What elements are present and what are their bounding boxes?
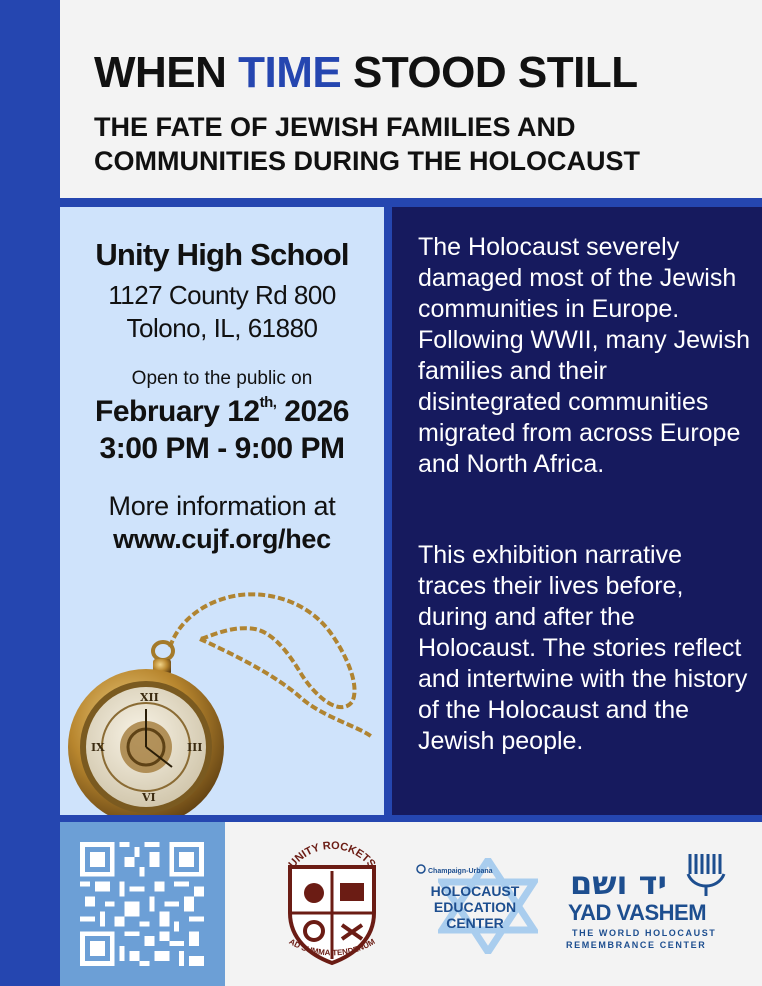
title-highlight: TIME [238, 48, 342, 97]
pocket-watch-image [60, 577, 384, 815]
open-to-public-text: Open to the public on [131, 368, 313, 389]
description-paragraph-1: The Holocaust severely damaged most of the Jewish communities in Europe. Following WWII, many Jewish families and their disintegrated communities migrated from across Europe and North Africa. [418, 233, 751, 478]
svg-text:XII: XII [140, 691, 159, 704]
title-part1: WHEN [94, 48, 239, 97]
yad-vashem-name: YAD VASHEM [568, 900, 707, 925]
header-banner [60, 0, 762, 198]
description-paragraph-2: This exhibition narrative traces their lives before, during and after the Holocaust. The stories reflect and intertwine with the history of the Holocaust and the Jewish people. [418, 541, 748, 755]
subtitle-line2: COMMUNITIES DURING THE HOLOCAUST [94, 146, 640, 176]
qr-code[interactable] [80, 842, 204, 966]
subtitle [94, 110, 640, 178]
svg-text:VI: VI [142, 791, 156, 804]
hec-line1: HOLOCAUST [430, 883, 520, 899]
yad-vashem-sub1: THE WORLD HOLOCAUST [572, 928, 717, 938]
info-url-link[interactable]: www.cujf.org/hec [113, 524, 331, 554]
date-suffix: th, [259, 394, 277, 411]
address-line1: 1127 County Rd 800 [108, 280, 336, 310]
subtitle-line1: THE FATE OF JEWISH FAMILIES AND [94, 112, 576, 142]
unity-top-text: UNITY ROCKETS [286, 839, 378, 871]
venue-name: Unity High School [95, 237, 349, 272]
description-panel [392, 207, 762, 815]
hec-small-text: Champaign-Urbana [428, 868, 493, 875]
svg-text:IX: IX [91, 741, 105, 754]
date-year: 2026 [276, 395, 349, 428]
more-info-text: More information at [108, 491, 336, 521]
svg-text:III: III [187, 741, 203, 754]
holocaust-education-center-logo [400, 846, 550, 966]
event-date [60, 394, 384, 429]
yad-vashem-logo [568, 852, 738, 962]
event-time: 3:00 PM - 9:00 PM [99, 432, 345, 465]
hec-line2: EDUCATION [433, 899, 517, 915]
venue-panel [60, 207, 384, 815]
qr-code-panel [60, 822, 225, 986]
address-line2: Tolono, IL, 61880 [126, 313, 318, 343]
page-title [94, 48, 638, 98]
yad-vashem-sub2: REMEMBRANCE CENTER [566, 940, 707, 950]
yad-vashem-hebrew: יד ושם [570, 864, 667, 902]
globe-icon [416, 864, 426, 874]
hec-line3: CENTER [446, 915, 504, 931]
menorah-icon [684, 852, 730, 898]
unity-bottom-text: AD SUMMA TENDENUM [287, 937, 377, 958]
date-main: February 12 [95, 395, 260, 428]
unity-rockets-logo [270, 839, 394, 969]
title-part2: STOOD STILL [341, 48, 638, 97]
